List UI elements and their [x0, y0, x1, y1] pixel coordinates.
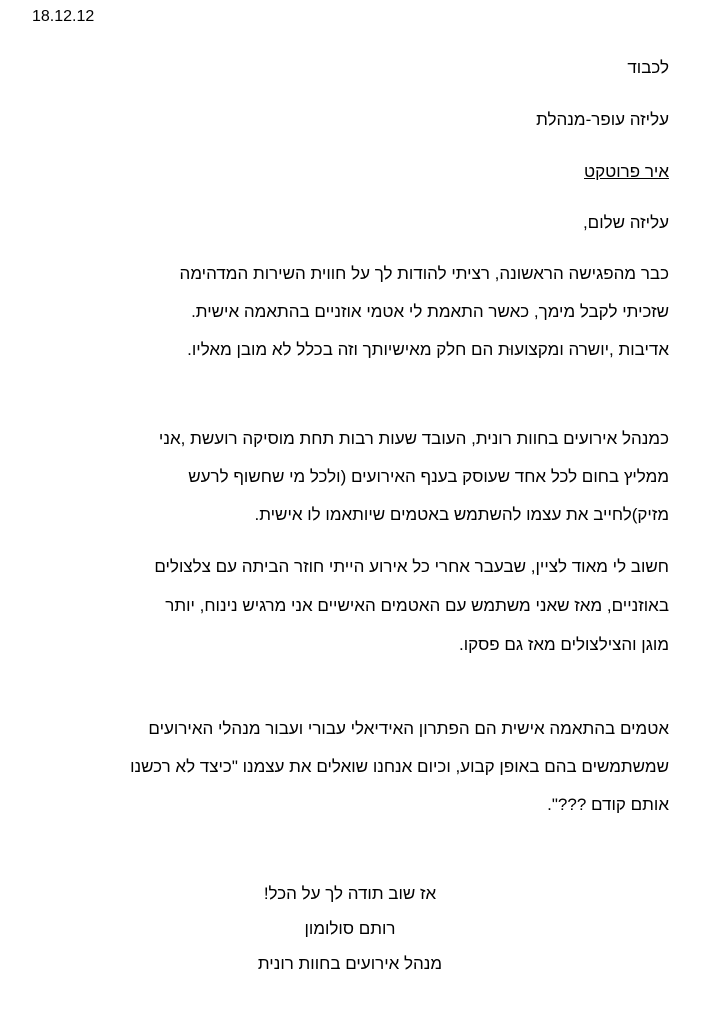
paragraph-line: מזיק)לחייב את עצמו להשתמש באטמים שיותאמו לו אישית. — [254, 505, 669, 524]
paragraph-3 — [69, 557, 669, 674]
paragraph-4 — [69, 719, 669, 833]
signer-name: רותם סולומון — [304, 919, 396, 938]
letter-date: 18.12.12 — [32, 8, 95, 25]
paragraph-line: אדיבות ,יושרה ומקצועוּת הם חלק מאישיותך וזה בכלל לא מובן מאליו. — [187, 340, 669, 359]
paragraph-line: אותם קודם ???". — [547, 795, 669, 814]
recipient-company: איר פרוטקט — [584, 162, 669, 181]
paragraph-1 — [69, 264, 669, 378]
paragraph-2 — [69, 429, 669, 543]
paragraph-line: מוגן והצילצולים מאז גם פסקו. — [458, 635, 669, 654]
recipient-to: לכבוד — [627, 58, 669, 77]
paragraph-line: ממליץ בחום לכל אחד שעוסק בענף האירועים (ולכל מי שחשוף לרעש — [188, 467, 669, 486]
paragraph-line: כמנהל אירועים בחוות רונית, העובד שעות רבות תחת מוסיקה רועשת ,אני — [158, 429, 669, 448]
paragraph-line: חשוב לי מאוד לציין, שבעבר אחרי כל אירוע הייתי חוזר הביתה עם צלצולים — [154, 557, 669, 576]
greeting: עליזה שלום, — [582, 213, 669, 232]
paragraph-line: כבר מהפגישה הראשונה, רציתי להודות לך על חווית השירות המדהימה — [179, 264, 669, 283]
recipient-name-title: עליזה עופר-מנהלת — [536, 110, 669, 129]
paragraph-line: שמשתמשים בהם באופן קבוע, וכיום אנחנו שואלים את עצמנו "כיצד לא רכשנו — [130, 757, 669, 776]
signer-title: מנהל אירועים בחוות רונית — [257, 954, 443, 973]
paragraph-line: אטמים בהתאמה אישית הם הפתרון האידיאלי עבורי ועבור מנהלי האירועים — [148, 719, 669, 738]
closing-thanks: אז שוב תודה לך על הכל! — [263, 884, 437, 903]
paragraph-line: באוזניים, מאז שאני משתמש עם האטמים האישיים אני מרגיש נינוח, יותר — [165, 596, 669, 615]
closing-block — [150, 884, 550, 989]
paragraph-line: שזכיתי לקבל מימך, כאשר התאמת לי אטמי אוזניים בהתאמה אישית. — [191, 302, 669, 321]
